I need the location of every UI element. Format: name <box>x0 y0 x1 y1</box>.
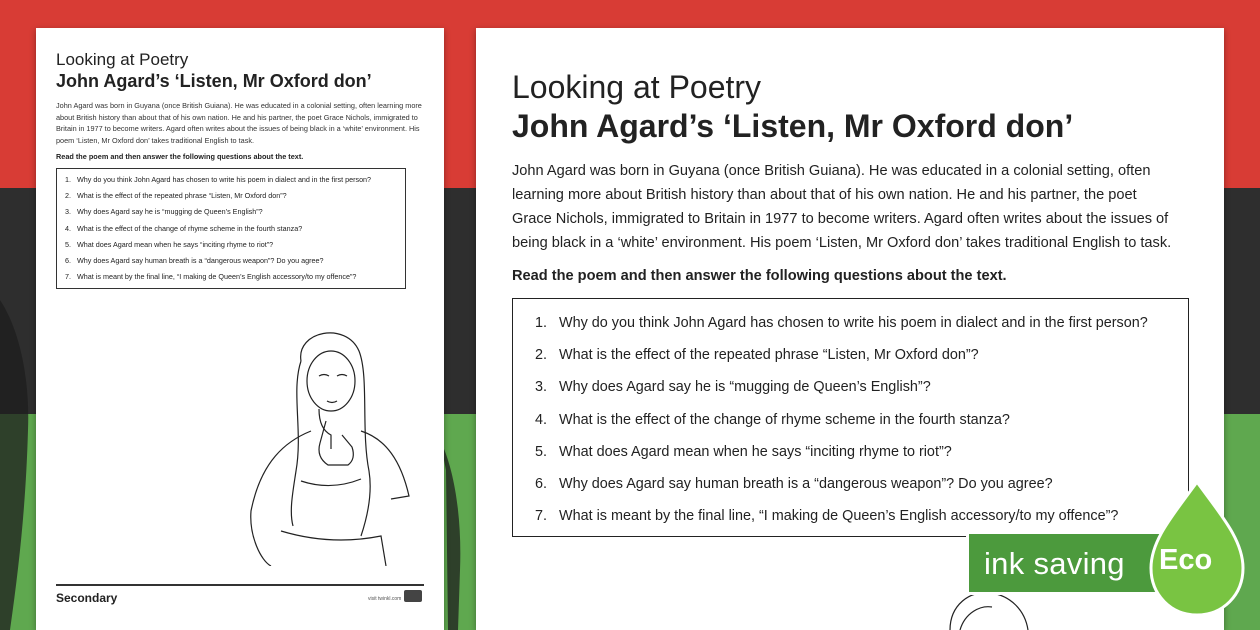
thumbnail-question: 4. What is the effect of the change of rhyme scheme in the fourth stanza? <box>65 223 303 233</box>
ink-saving-label: ink saving <box>984 546 1125 581</box>
thumbnail-level-label: Secondary <box>56 591 118 605</box>
thumbnail-question: 2. What is the effect of the repeated phrase “Listen, Mr Oxford don”? <box>65 191 287 201</box>
thumbnail-question-box <box>56 168 406 289</box>
intro-line: John Agard was born in Guyana (once British Guiana). He was educated in a colonial setting, often <box>512 163 1151 179</box>
intro-line: learning more about British history than about that of his own nation. He and his partner, the poet <box>512 187 1137 203</box>
page-title-line2: John Agard’s ‘Listen, Mr Oxford don’ <box>512 108 1074 144</box>
intro-line: Grace Nichols, immigrated to Britain in 1977 to become writers. Agard often writes about the issues of <box>512 211 1169 227</box>
worksheet-thumbnail[interactable] <box>36 28 444 630</box>
question-item: 7. What is meant by the final line, “I making de Queen’s English accessory/to my offence”? <box>535 508 1119 525</box>
question-item: 2. What is the effect of the repeated phrase “Listen, Mr Oxford don”? <box>535 347 979 364</box>
thinking-girl-illustration <box>241 321 416 566</box>
thumbnail-instruction: Read the poem and then answer the following questions about the text. <box>56 152 304 161</box>
question-item: 4. What is the effect of the change of rhyme scheme in the fourth stanza? <box>535 411 1010 428</box>
thumbnail-question: 5. What does Agard mean when he says “inciting rhyme to riot”? <box>65 239 274 249</box>
thumbnail-footer-rule <box>56 584 424 586</box>
thumbnail-title-line1: Looking at Poetry <box>56 50 189 69</box>
thumbnail-question: 7. What is meant by the final line, “I making de Queen’s English accessory/to my offence”? <box>65 272 357 282</box>
question-box <box>512 298 1189 537</box>
eco-label: Eco <box>1159 544 1213 576</box>
instruction-text: Read the poem and then answer the following questions about the text. <box>512 268 1007 284</box>
thumbnail-question: 6. Why does Agard say human breath is a “dangerous weapon”? Do you agree? <box>65 256 324 266</box>
question-item: 6. Why does Agard say human breath is a “dangerous weapon”? Do you agree? <box>535 476 1053 493</box>
question-item: 3. Why does Agard say he is “mugging de Queen’s English”? <box>535 379 931 396</box>
twinkl-logo-icon <box>404 590 422 602</box>
thumbnail-question: 1. Why do you think John Agard has chosen to write his poem in dialect and in the first person? <box>65 175 372 184</box>
thumbnail-title-line2: John Agard’s ‘Listen, Mr Oxford don’ <box>56 71 372 91</box>
intro-line: being black in a ‘white’ environment. His poem ‘Listen, Mr Oxford don’ takes traditional English to task. <box>512 235 1172 251</box>
question-item: 5. What does Agard mean when he says “inciting rhyme to riot”? <box>535 443 952 460</box>
thumbnail-site-url: visit twinkl.com <box>368 596 402 602</box>
question-item: 1. Why do you think John Agard has chosen to write his poem in dialect and in the first person? <box>535 315 1148 331</box>
intro-paragraph <box>512 159 1188 255</box>
thumbnail-intro: John Agard was born in Guyana (once British Guiana). He was educated in a colonial setting, often learning more about British history than about that of his own nation. He and his partner, the poet Grace Nichols, immigrated to Britain in 1977 to become writers. Agard often writes about the issues of being black in a ‘white’ environment. His poem ‘Listen, Mr Oxford don’ takes traditional English to task. <box>56 101 422 145</box>
thumbnail-question: 3. Why does Agard say he is “mugging de Queen’s English”? <box>65 207 263 217</box>
page-title-line1: Looking at Poetry <box>512 69 762 105</box>
